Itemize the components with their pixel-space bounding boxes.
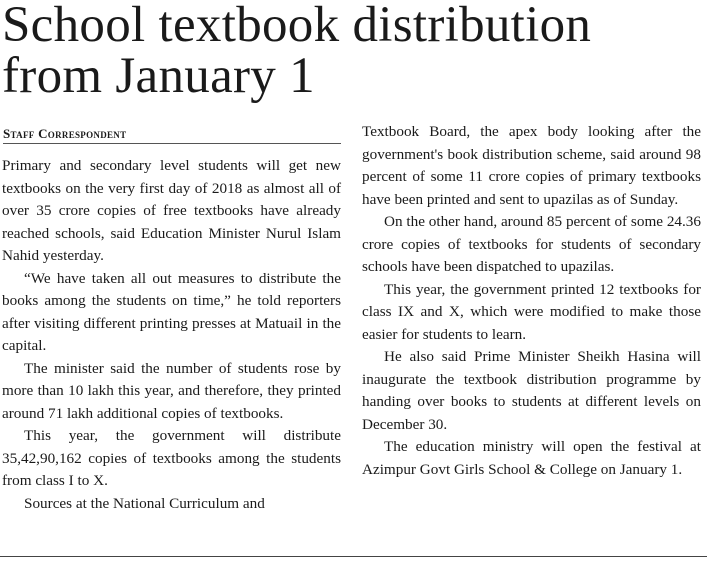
paragraph: He also said Prime Minister Sheikh Hasina will inaugurate the textbook distribution programme by handing over books to students at different levels on December 30. — [362, 348, 701, 433]
headline — [2, 0, 702, 102]
paragraph: “We have taken all out measures to distribute the books among the students on time,” he told reporters after visiting different printing presses at Matuail in the capital. — [2, 269, 341, 354]
paragraph: Primary and secondary level students will get new textbooks on the very first day of 2018 as almost all of over 35 crore copies of free textbooks have already reached schools, said Education Minister Nurul Islam Nahid yesterday. — [2, 157, 341, 264]
right-column — [362, 121, 701, 481]
paragraph: The minister said the number of students rose by more than 10 lakh this year, and therefore, they printed around 71 lakh additional copies of textbooks. — [2, 359, 341, 422]
byline: Staff Correspondent — [3, 126, 341, 144]
paragraph: Textbook Board, the apex body looking after the government's book distribution scheme, said around 98 percent of some 11 crore copies of primary textbooks have been printed and sent to upazilas as of Sunday. — [362, 123, 701, 208]
paragraph: On the other hand, around 85 percent of some 24.36 crore copies of textbooks for students of secondary schools have been dispatched to upazilas. — [362, 213, 701, 275]
left-column — [2, 155, 341, 515]
headline-line-2: from January 1 — [2, 48, 315, 104]
headline-line-1: School textbook distribution — [2, 0, 592, 53]
paragraph: This year, the government will distribute 35,42,90,162 copies of textbooks among the students from class I to X. — [2, 427, 341, 489]
bottom-divider — [0, 556, 707, 557]
paragraph: The education ministry will open the festival at Azimpur Govt Girls School & College on January 1. — [362, 438, 701, 478]
paragraph: Sources at the National Curriculum and — [24, 494, 265, 512]
paragraph: This year, the government printed 12 textbooks for class IX and X, which were modified to make those easier for students to learn. — [362, 280, 701, 343]
